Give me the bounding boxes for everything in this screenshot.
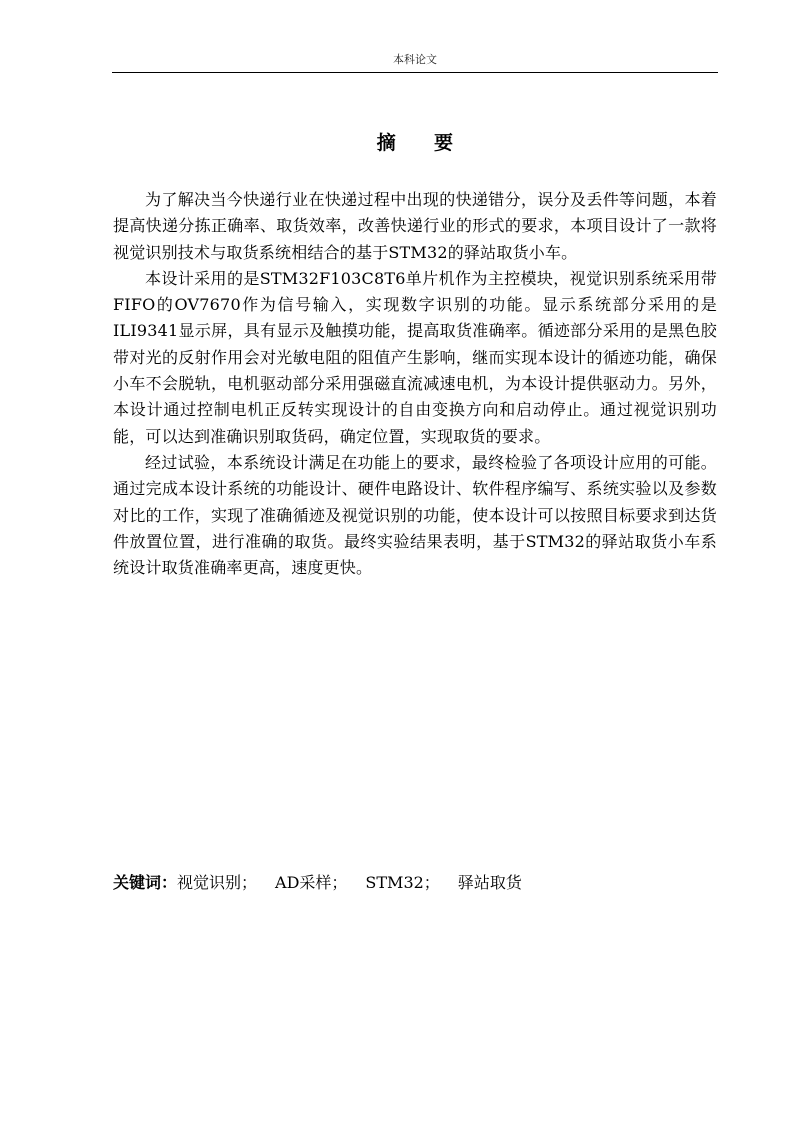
- keywords-line: [113, 870, 717, 896]
- running-header: 本科论文: [393, 53, 437, 66]
- abstract-paragraph-1: 为了解决当今快递行业在快递过程中出现的快递错分，误分及丢件等问题，本着提高快递分拣正确率、取货效率，改善快递行业的形式的要求，本项目设计了一款将视觉识别技术与取货系统相结合的基于STM32的驿站取货小车。: [113, 190, 717, 262]
- abstract-title: [112, 128, 718, 155]
- keyword-item: AD采样；: [275, 873, 348, 892]
- abstract-body: [113, 187, 717, 581]
- keyword-item: STM32；: [365, 873, 440, 892]
- abstract-paragraph-2: 本设计采用的是STM32F103C8T6单片机作为主控模块，视觉识别系统采用带FIFO的OV7670作为信号输入，实现数字识别的功能。显示系统部分采用的是ILI9341显示屏，具有显示及触摸功能，提高取货准确率。循迹部分采用的是黑色胶带对光的反射作用会对光敏电阻的阻值产生影响，继而实现本设计的循迹功能，确保小车不会脱轨，电机驱动部分采用强磁直流减速电机，为本设计提供驱动力。另外，本设计通过控制电机正反转实现设计的自由变换方向和启动停止。通过视觉识别功能，可以达到准确识别取货码，确定位置，实现取货的要求。: [113, 268, 717, 446]
- title-char-2: 要: [434, 132, 454, 154]
- title-char-1: 摘: [376, 132, 396, 154]
- header-divider: [112, 72, 718, 73]
- keyword-item: 视觉识别；: [177, 873, 258, 892]
- keyword-item: 驿站取货: [457, 873, 522, 892]
- abstract-paragraph-3: 经过试验，本系统设计满足在功能上的要求，最终检验了各项设计应用的可能。通过完成本设计系统的功能设计、硬件电路设计、软件程序编写、系统实验以及参数对比的工作，实现了准确循迹及视觉识别的功能，使本设计可以按照目标要求到达货件放置位置，进行准确的取货。最终实验结果表明，基于STM32的驿站取货小车系统设计取货准确率更高，速度更快。: [113, 452, 717, 578]
- keywords-label: 关键词：: [113, 873, 178, 892]
